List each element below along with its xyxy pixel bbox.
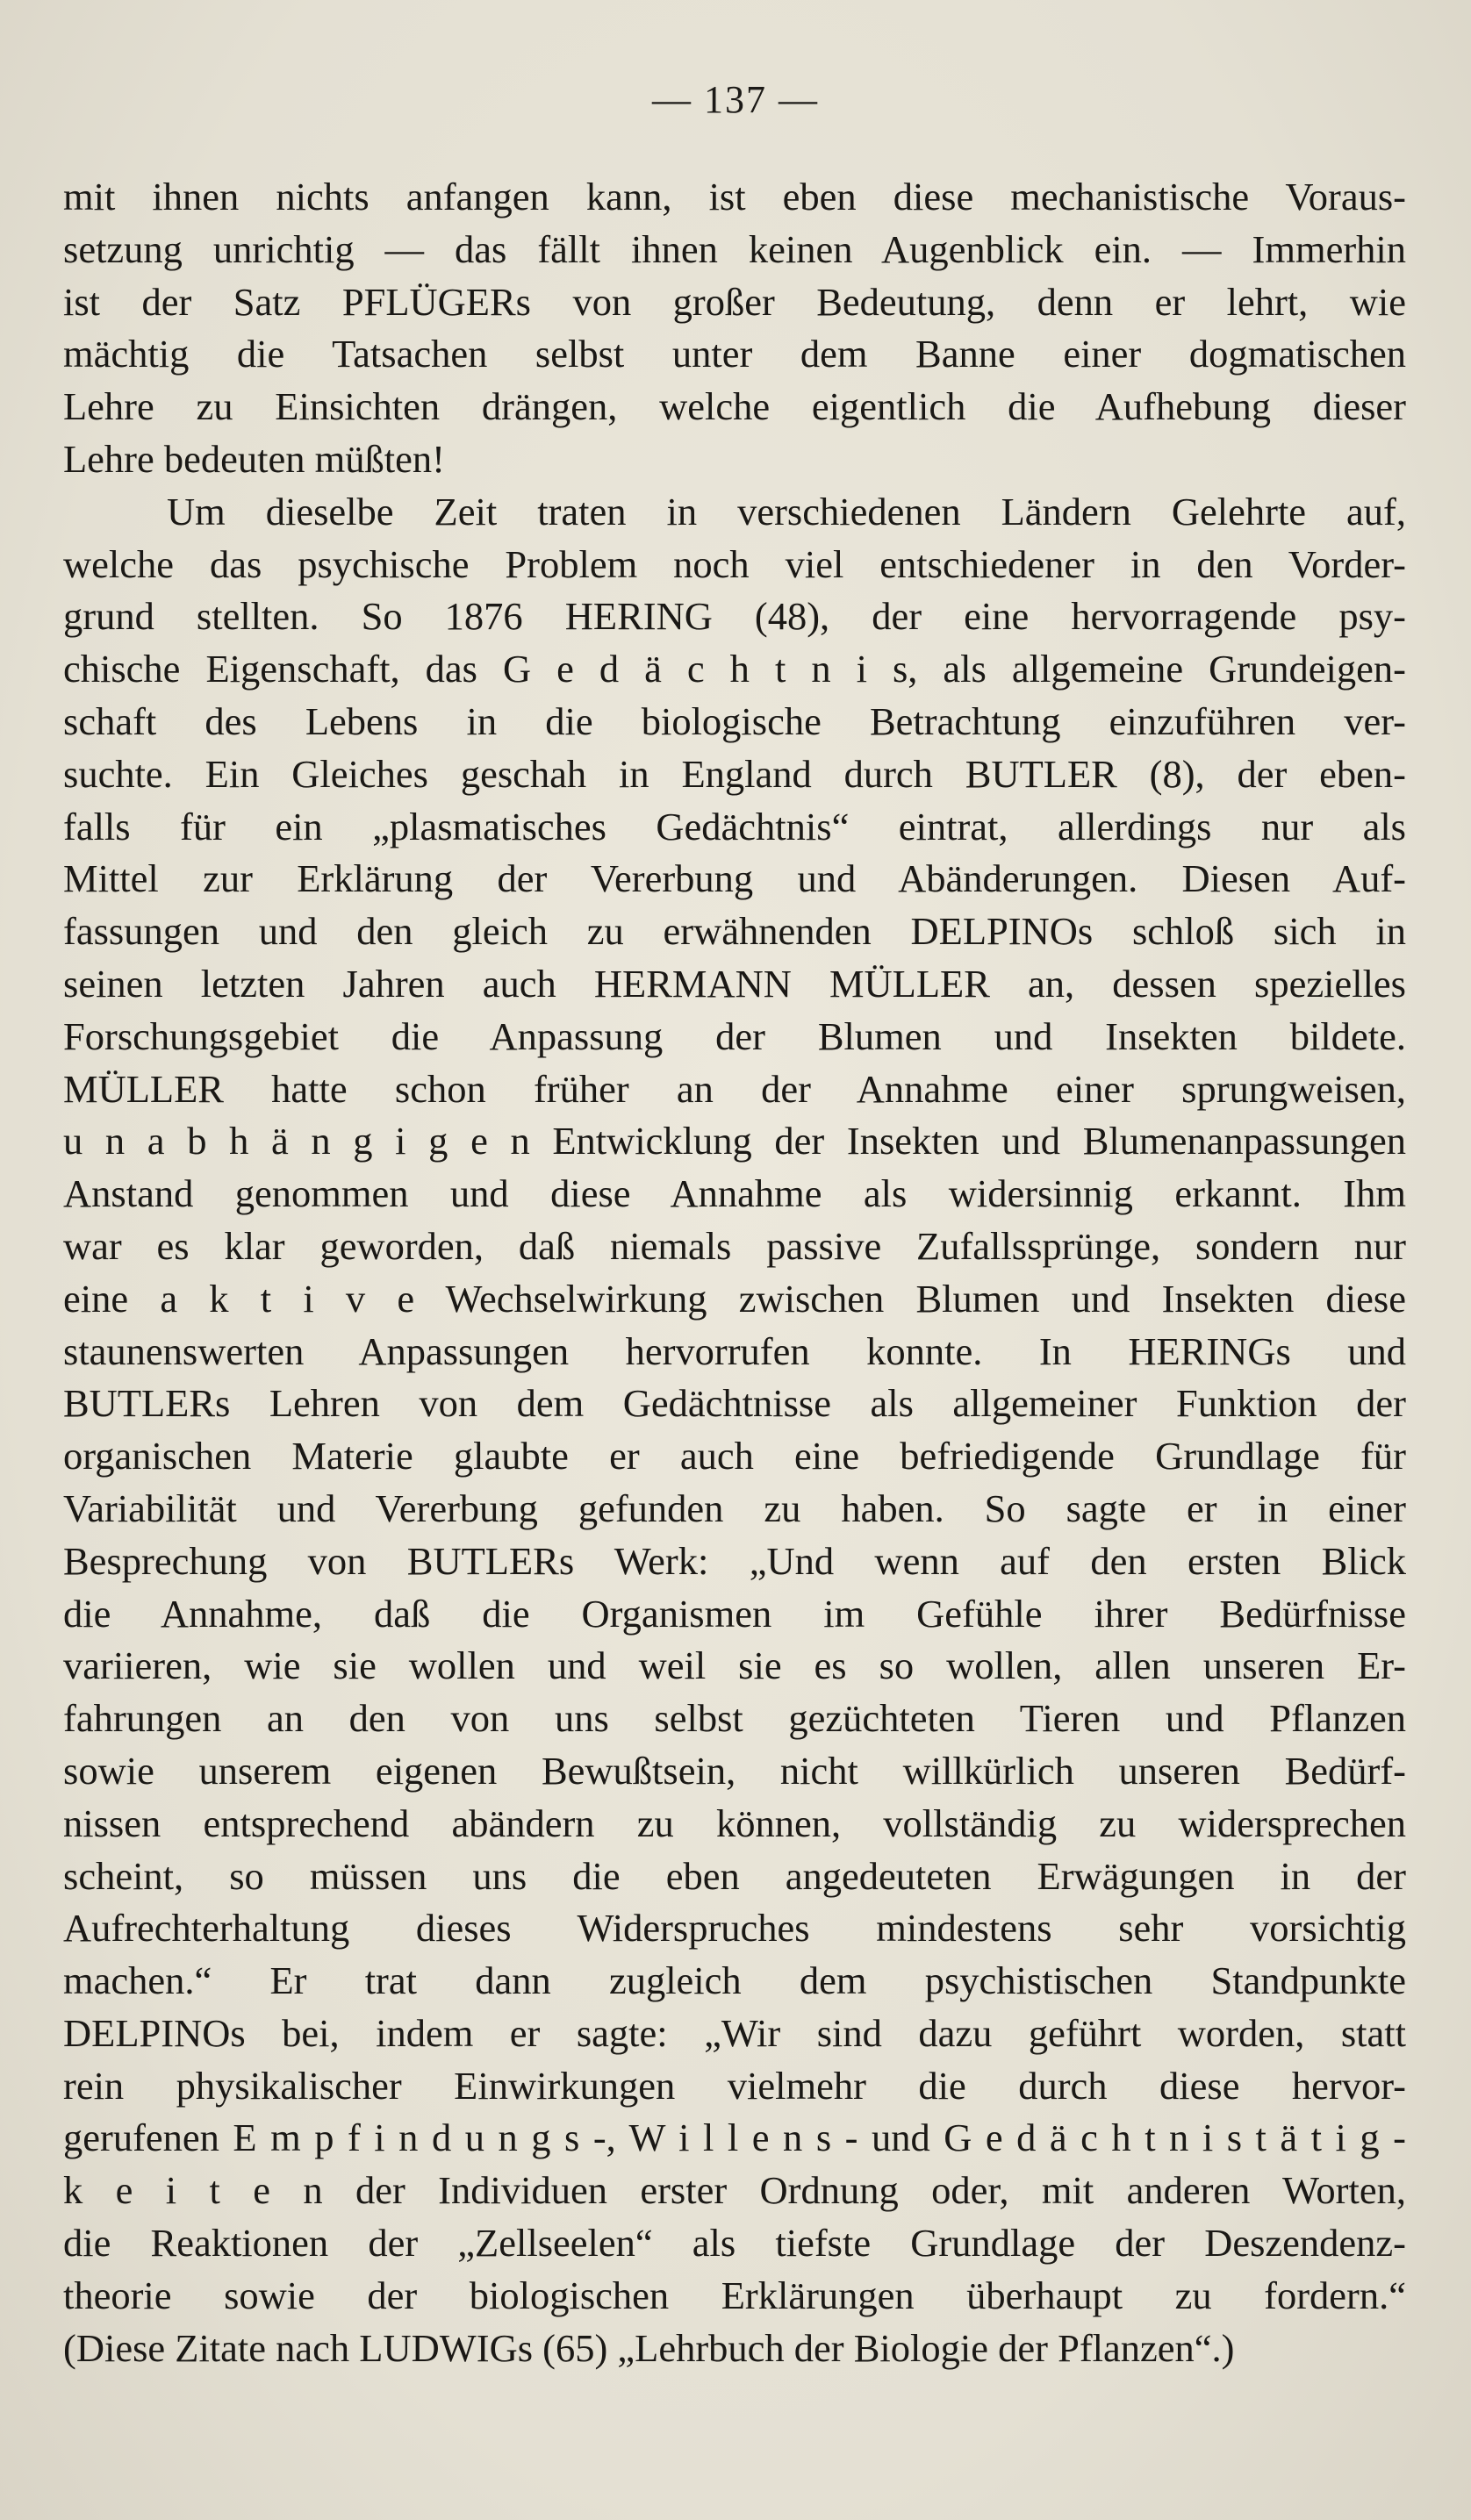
text-line: k e i t e n der Individuen erster Ordnung oder, mit anderen Worten, [63,2168,1406,2213]
text-line: Um dieselbe Zeit traten in verschiedenen Ländern Gelehrte auf, [167,489,1406,533]
text-line: falls für ein „plasmatisches Gedächtnis“ eintrat, allerdings nur als [63,804,1406,848]
text-line: fahrungen an den von uns selbst gezüchteten Tieren und Pflanzen [63,1696,1406,1741]
text-line: ist der Satz PFLÜGERs von großer Bedeutung, denn er lehrt, wie [63,279,1406,324]
text-line: setzung unrichtig — das fällt ihnen keinen Augenblick ein. — Immerhin [63,226,1406,271]
text-line: rein physikalischer Einwirkungen vielmehr die durch diese hervor- [63,2063,1406,2108]
text-line: Besprechung von BUTLERs Werk: „Und wenn auf den ersten Blick [63,1538,1406,1583]
text-line: u n a b h ä n g i g e n Entwicklung der Insekten und Blumenanpassungen [63,1119,1406,1163]
body-text [63,171,1406,2374]
text-line: suchte. Ein Gleiches geschah in England durch BUTLER (8), der eben- [63,751,1406,796]
text-line: die Reaktionen der „Zellseelen“ als tiefste Grundlage der Deszendenz- [63,2221,1406,2266]
text-line: mächtig die Tatsachen selbst unter dem Banne einer dogmatischen [63,332,1406,376]
text-line: eine a k t i v e Wechselwirkung zwischen Blumen und Insekten diese [63,1276,1406,1321]
text-line: Variabilität und Vererbung gefunden zu haben. So sagte er in einer [63,1486,1406,1530]
text-line: DELPINOs bei, indem er sagte: „Wir sind dazu geführt worden, statt [63,2010,1406,2055]
text-line: Aufrechterhaltung dieses Widerspruches mindestens sehr vorsichtig [63,1906,1406,1951]
page-number: — 137 — [652,78,819,121]
text-line: nissen entsprechend abändern zu können, vollständig zu widersprechen [63,1801,1406,1845]
text-line: machen.“ Er trat dann zugleich dem psychistischen Standpunkte [63,1958,1406,2003]
text-line: welche das psychische Problem noch viel entschiedener in den Vorder- [63,541,1406,586]
text-line: variieren, wie sie wollen und weil sie es so wollen, allen unseren Er- [63,1643,1406,1688]
text-line: gerufenen E m p f i n d u n g s -, W i l l e n s - und G e d ä c h t n i s t ä t i g - [63,2116,1406,2160]
text-line: mit ihnen nichts anfangen kann, ist eben diese mechanistische Voraus- [63,175,1406,218]
text-line: Lehre bedeuten müßten! [63,436,445,481]
text-line: Lehre zu Einsichten drängen, welche eigentlich die Aufhebung dieser [63,384,1406,429]
text-line: Anstand genommen und diese Annahme als widersinnig erkannt. Ihm [63,1171,1406,1216]
text-line: grund stellten. So 1876 HERING (48), der eine hervorragende psy- [63,594,1406,639]
text-line: seinen letzten Jahren auch HERMANN MÜLLER an, dessen spezielles [63,961,1406,1006]
text-line: war es klar geworden, daß niemals passive Zufallssprünge, sondern nur [63,1223,1406,1268]
text-line: organischen Materie glaubte er auch eine befriedigende Grundlage für [63,1434,1406,1478]
text-line: BUTLERs Lehren von dem Gedächtnisse als allgemeiner Funktion der [63,1381,1406,1426]
text-line: chische Eigenschaft, das G e d ä c h t n i s, als allgemeine Grundeigen- [63,647,1406,691]
text-line: fassungen und den gleich zu erwähnenden DELPINOs schloß sich in [63,909,1406,954]
text-line: Forschungsgebiet die Anpassung der Blumen und Insekten bildete. [63,1013,1406,1058]
text-line: (Diese Zitate nach LUDWIGs (65) „Lehrbuch der Biologie der Pflanzen“.) [63,2325,1235,2370]
text-line: schaft des Lebens in die biologische Betrachtung einzuführen ver- [63,698,1406,743]
text-line: MÜLLER hatte schon früher an der Annahme einer sprungweisen, [63,1066,1406,1111]
text-line: die Annahme, daß die Organismen im Gefühle ihrer Bedürfnisse [63,1591,1406,1636]
text-line: theorie sowie der biologischen Erklärungen überhaupt zu fordern.“ [63,2273,1406,2317]
text-line: Mittel zur Erklärung der Vererbung und Abänderungen. Diesen Auf- [63,856,1406,901]
text-line: staunenswerten Anpassungen hervorrufen konnte. In HERINGs und [63,1328,1406,1373]
text-line: scheint, so müssen uns die eben angedeuteten Erwägungen in der [63,1853,1406,1898]
text-line: sowie unserem eigenen Bewußtsein, nicht willkürlich unseren Bedürf- [63,1748,1406,1793]
